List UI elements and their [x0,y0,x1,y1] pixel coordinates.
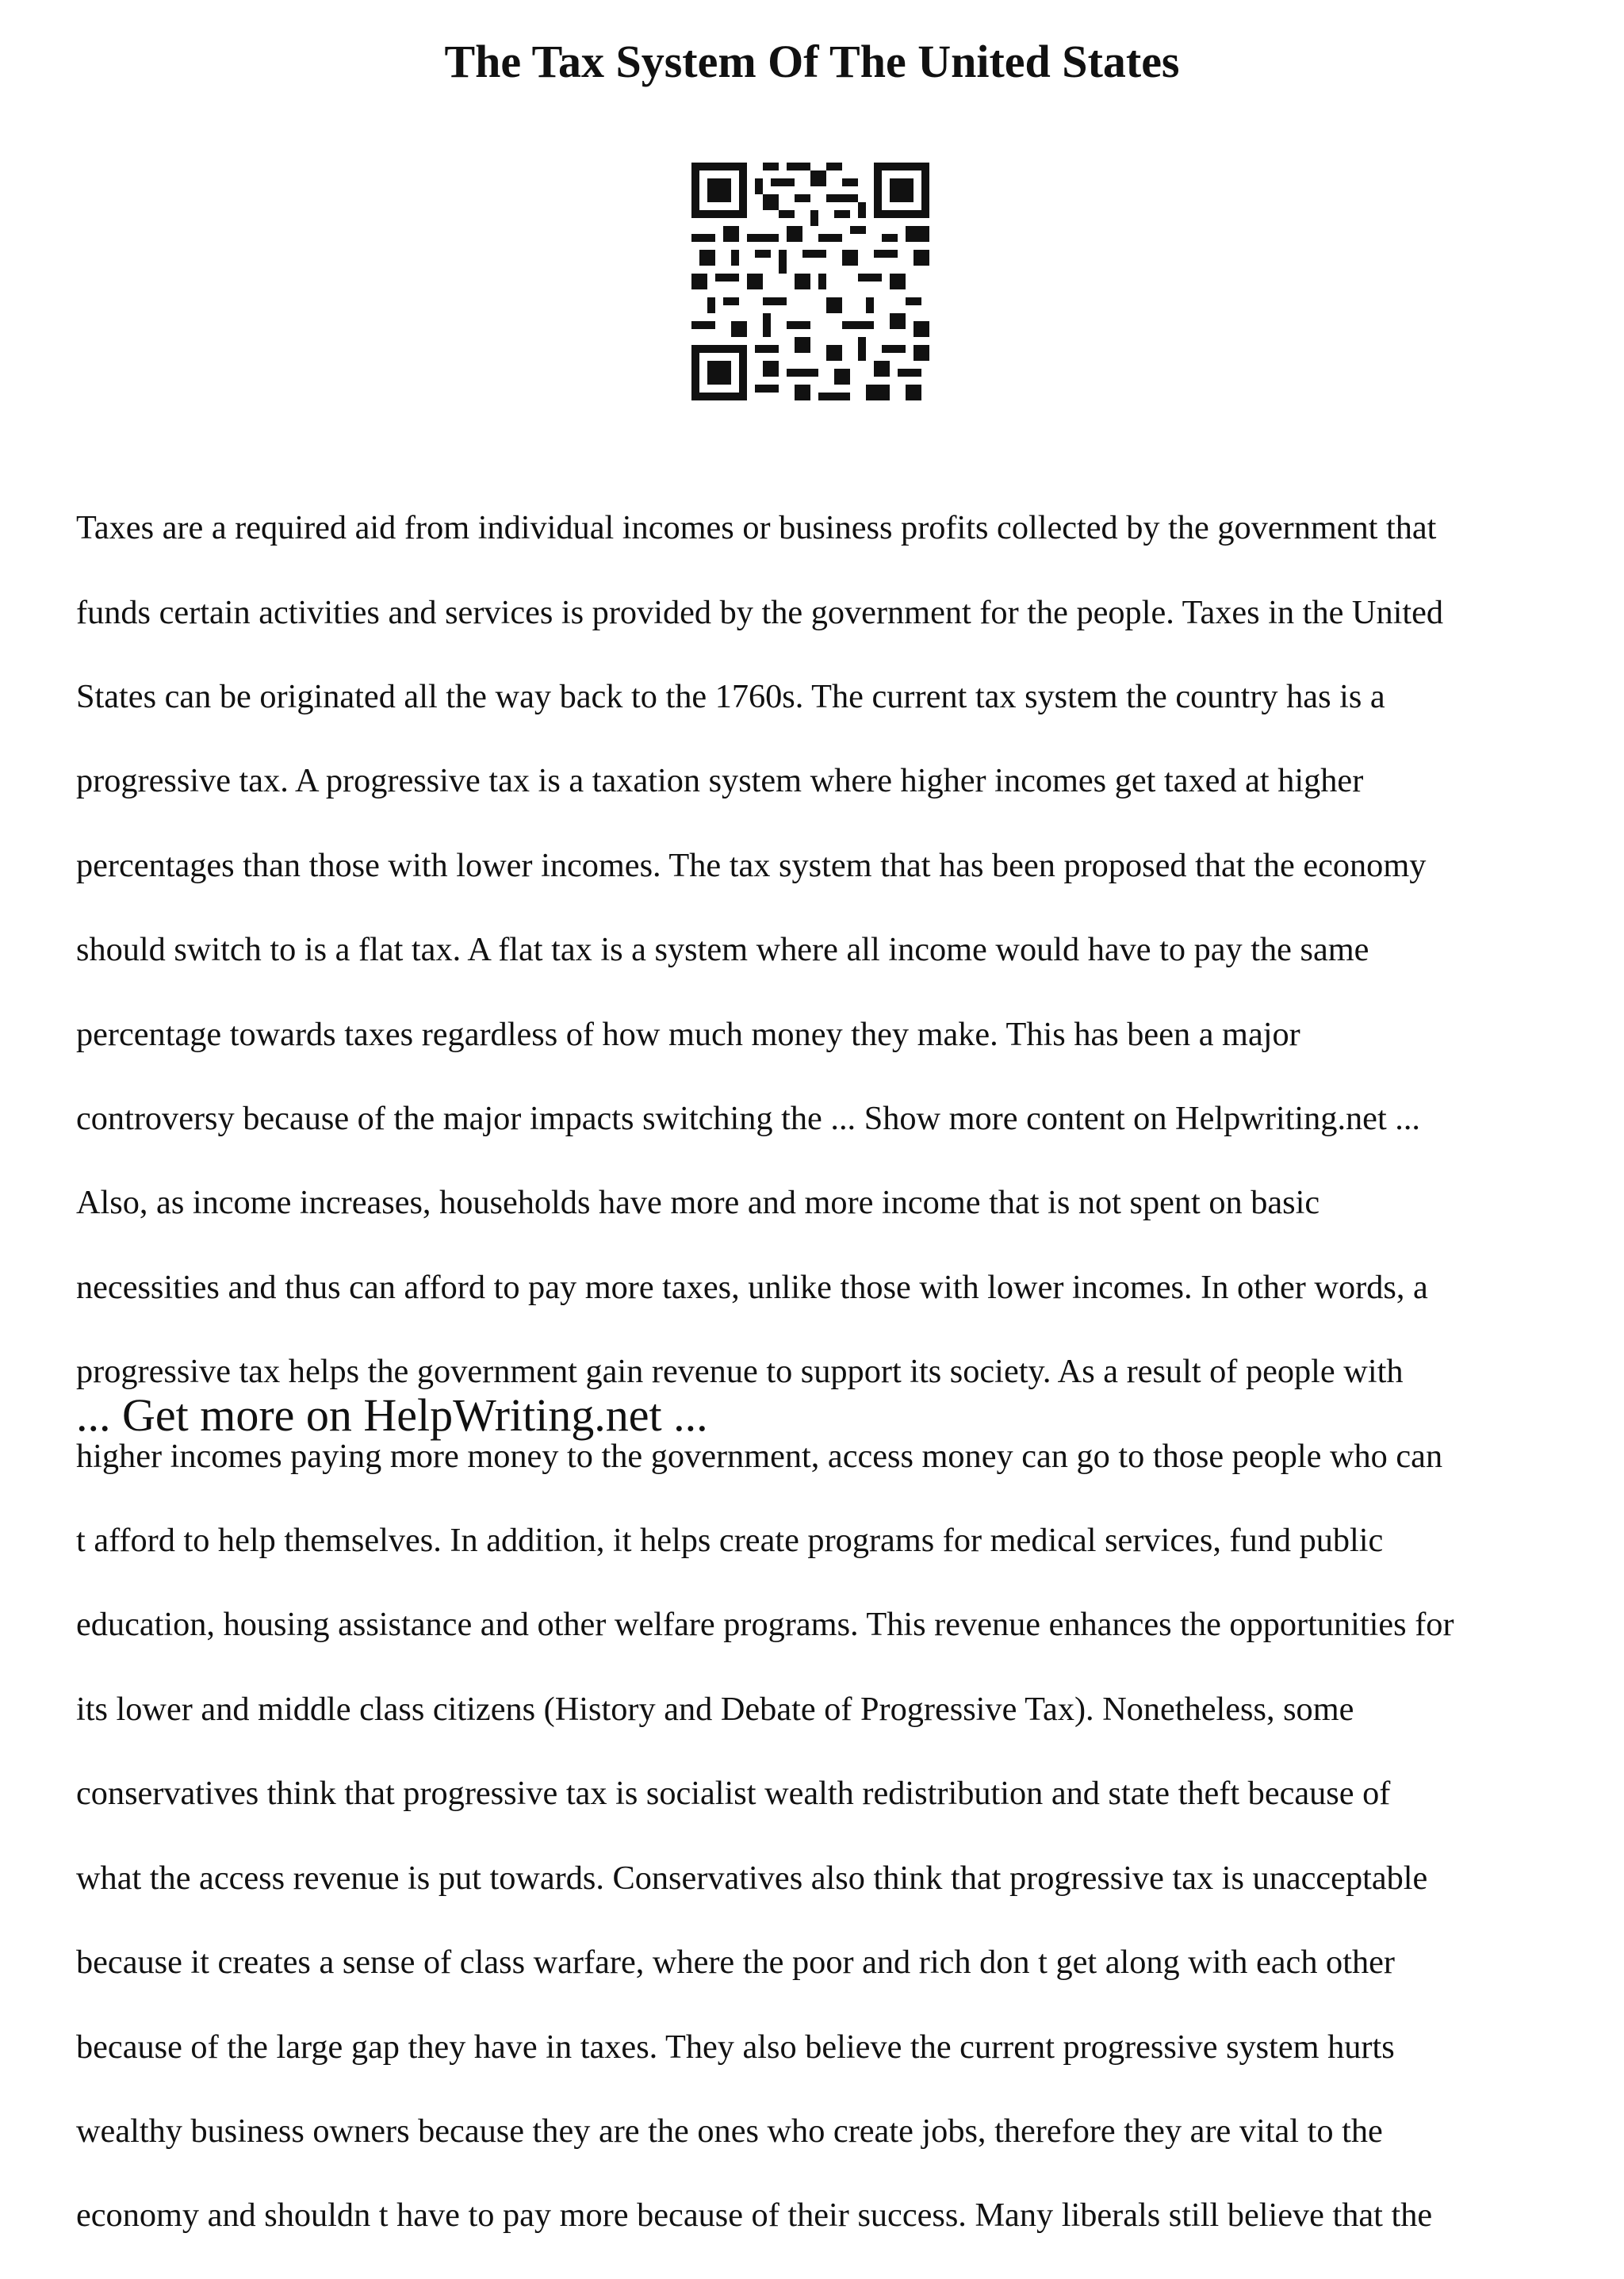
body-line: States can be originated all the way back to the 1760s. The current tax system the country has is a [76,678,1385,716]
body-line: Also, as income increases, households have more and more income that is not spent on basic [76,1184,1320,1222]
body-line: percentage towards taxes regardless of how much money they make. This has been a major [76,1015,1300,1053]
body-line: what the access revenue is put towards. Conservatives also think that progressive tax is unacceptable [76,1859,1428,1897]
body-line: higher incomes paying more money to the government, access money can go to those people who can [76,1437,1443,1475]
body-line: because it creates a sense of class warfare, where the poor and rich don t get along with each other [76,1944,1395,1982]
get-more-link[interactable]: ... Get more on HelpWriting.net ... [76,1389,708,1441]
qr-code-icon [691,163,929,400]
body-line: controversy because of the major impacts switching the ... Show more content on Helpwriting.net ... [76,1100,1420,1138]
body-line: progressive tax helps the government gain revenue to support its society. As a result of people with [76,1353,1404,1391]
body-line: wealthy business owners because they are the ones who create jobs, therefore they are vital to the [76,2112,1383,2150]
page-title: The Tax System Of The United States [444,36,1180,87]
body-line: should switch to is a flat tax. A flat tax is a system where all income would have to pay the same [76,931,1369,969]
body-line: Taxes are a required aid from individual incomes or business profits collected by the government that [76,509,1437,547]
body-line: funds certain activities and services is provided by the government for the people. Taxes in the United [76,593,1444,631]
body-line: economy and shouldn t have to pay more because of their success. Many liberals still believe that the [76,2197,1433,2235]
body-line: progressive tax. A progressive tax is a taxation system where higher incomes get taxed at higher [76,762,1364,800]
article-body [76,465,1567,2279]
body-line: t afford to help themselves. In addition, it helps create programs for medical services, fund public [76,1522,1384,1560]
body-line: its lower and middle class citizens (History and Debate of Progressive Tax). Nonetheless, some [76,1690,1354,1728]
body-line: percentages than those with lower incomes. The tax system that has been proposed that the economy [76,846,1427,884]
body-line: education, housing assistance and other welfare programs. This revenue enhances the opportunities for [76,1606,1454,1644]
body-line: because of the large gap they have in taxes. They also believe the current progressive system hurts [76,2028,1395,2066]
body-line: necessities and thus can afford to pay more taxes, unlike those with lower incomes. In other words, a [76,1268,1428,1306]
body-line: conservatives think that progressive tax is socialist wealth redistribution and state theft because of [76,1775,1391,1813]
